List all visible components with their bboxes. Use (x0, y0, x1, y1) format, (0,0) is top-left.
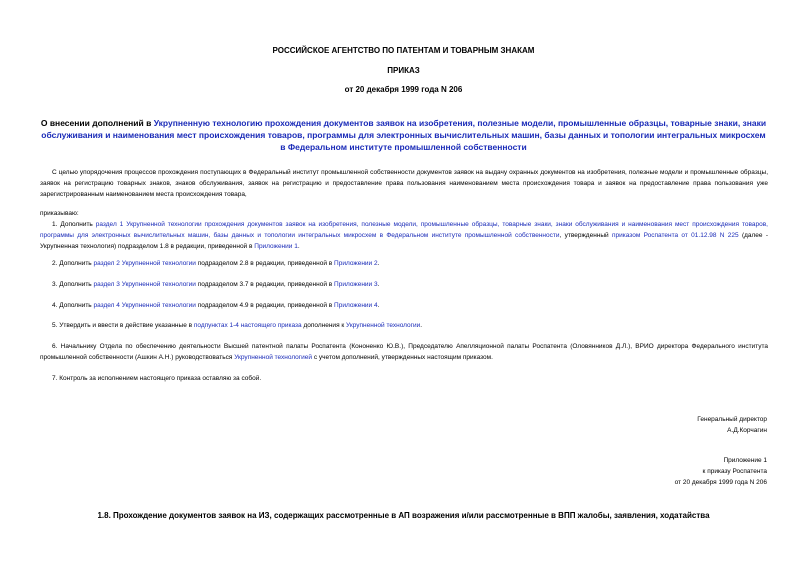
item-5-subitems-link[interactable]: подпунктах 1-4 настоящего приказа (193, 322, 302, 329)
appendix-number: Приложение 1 (723, 457, 767, 464)
appendix-reference: к приказу Роспатента (702, 468, 767, 475)
item-2-text: подразделом 2.8 в редакции, приведенной в (195, 260, 335, 267)
document-type: ПРИКАЗ (387, 66, 420, 75)
item-1-section-link[interactable]: раздел 1 Укрупненной технологии прохождения документов заявок на изобретения, полезные модели, промышленные образцы, товарные знаки, знаки обслуживания и наименования мест происхождения товаров, программы для электронных вычислительных машин, базы данных и топологии интегральных микросхем в Федеральном институте промышленной собственности (40, 221, 768, 239)
item-3-section-link[interactable]: раздел 3 Укрупненной технологии (93, 281, 196, 288)
item-1-text: , утвержденный (559, 232, 612, 239)
item-4-text: 4. Дополнить (52, 302, 94, 309)
item-1-text: 1. Дополнить (52, 221, 96, 228)
item-2-section-link[interactable]: раздел 2 Укрупненной технологии (93, 260, 196, 267)
item-6-text: 6. Начальнику Отдела по обеспечению деятельности Высшей патентной палаты Роспатента (Кононенко Ю.В.), Председателю Апелляционной палаты Роспатента (Оловянников Д.Л.), ВРИО директора Федерального института промышленной собственности (Ашкин А.Н.) руководствоваться (40, 343, 768, 361)
item-1 (40, 219, 768, 252)
intro-text: С целью упорядочения процессов прохождения поступающих в Федеральный институт промышленной собственности документов заявок на выдачу охранных документов на изобретения, полезные модели и промышленные образцы, заявок на регистрацию товарных знаков, знаков обслуживания, заявок на регистрацию и предоставление права пользования наименованием места происхождения товара и заявок на предоставление права пользования уже зарегистрированным наименованием места происхождения товара, (40, 169, 768, 198)
document-heading (40, 117, 767, 153)
item-7-text: 7. Контроль за исполнением настоящего приказа оставляю за собой. (52, 375, 262, 382)
orders-word: приказываю: (40, 210, 79, 217)
signature-name: А.Д.Корчагин (727, 427, 767, 434)
item-5-text: . (420, 322, 423, 329)
item-1-text: (далее - Укрупненная технология) подразделом 1.8 в редакции, приведенной в (40, 232, 769, 250)
item-2-text: 2. Дополнить (52, 260, 94, 267)
item-5-text: 5. Утвердить и ввести в действие указанные в (52, 322, 194, 329)
agency-name: РОССИЙСКОЕ АГЕНТСТВО ПО ПАТЕНТАМ И ТОВАРНЫМ ЗНАКАМ (272, 46, 535, 55)
heading-technology-link[interactable]: Укрупненную технологию прохождения документов заявок на изобретения, полезные модели, промышленные образцы, товарные знаки, знаки обслуживания и наименования мест происхождения товаров, программы для электронных вычислительных машин, базы данных и топологии интегральных микросхем в Федеральном институте промышленной собственности (41, 118, 767, 152)
appendix-date: от 20 декабря 1999 года N 206 (674, 479, 767, 486)
item-6 (40, 341, 768, 363)
item-1-appendix-link[interactable]: Приложении 1 (254, 243, 298, 250)
item-1-order-link[interactable]: приказом Роспатента от 01.12.98 N 225 (612, 232, 739, 239)
heading-prefix: О внесении дополнений в (40, 118, 154, 128)
item-4-text: подразделом 4.9 в редакции, приведенной в (195, 302, 335, 309)
appendix-section-title: 1.8. Прохождение документов заявок на ИЗ, содержащих рассмотренные в АП возражения и/или рассмотренные в ВПП жалобы, заявления, ходатайства (97, 511, 710, 520)
item-6-text: с учетом дополнений, утвержденных настоящим приказом. (312, 354, 493, 361)
item-6-technology-link[interactable]: Укрупненной технологией (234, 354, 313, 361)
item-3-text: подразделом 3.7 в редакции, приведенной в (195, 281, 335, 288)
item-1-text: . (297, 243, 300, 250)
item-2-appendix-link[interactable]: Приложении 2 (334, 260, 378, 267)
item-4-section-link[interactable]: раздел 4 Укрупненной технологии (93, 302, 196, 309)
item-4-text: . (377, 302, 380, 309)
item-2-text: . (377, 260, 380, 267)
intro-paragraph (40, 167, 768, 200)
item-4 (40, 300, 768, 311)
item-5 (40, 320, 768, 331)
item-3-text: 3. Дополнить (52, 281, 94, 288)
item-4-appendix-link[interactable]: Приложении 4 (334, 302, 378, 309)
signature-position: Генеральный директор (697, 416, 767, 423)
item-3 (40, 279, 768, 290)
item-5-text: дополнения к (301, 322, 347, 329)
item-7 (40, 373, 768, 384)
document-date: от 20 декабря 1999 года N 206 (344, 85, 463, 94)
item-5-technology-link[interactable]: Укрупненной технологии (346, 322, 421, 329)
item-3-text: . (377, 281, 380, 288)
item-2 (40, 258, 768, 269)
item-3-appendix-link[interactable]: Приложении 3 (334, 281, 378, 288)
